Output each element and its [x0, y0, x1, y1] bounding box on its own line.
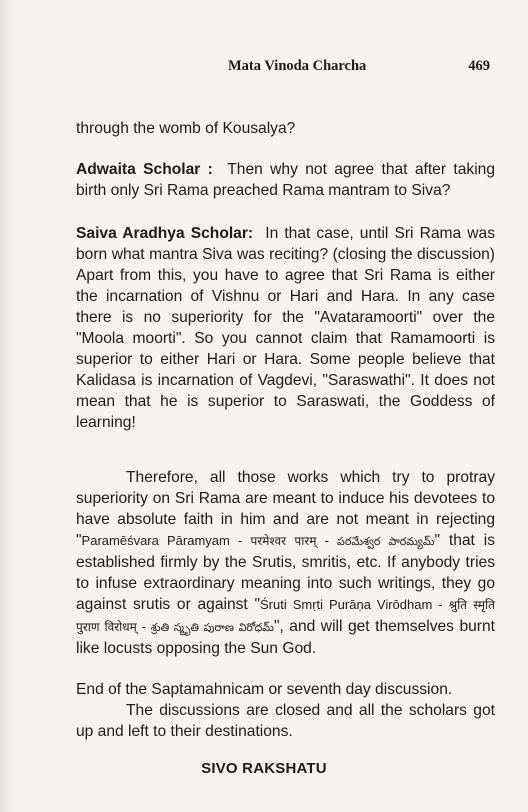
paragraph-text: End of the Saptamahnicam or seventh day discussion. [76, 681, 453, 698]
telugu-text: పరమేశ్వర పారమ్యమ్ [337, 535, 435, 548]
conclusion-paragraph: Therefore, all those works which try to protray superiority on Sri Rama are meant to induce his devotees to have absolute faith in him and are not meant in rejecting "Paramēśvara Pāramyam - परमेश्वर पारम् - పరమేశ్వర పారమ్యమ్" that is established firmly by the Srutis, smritis, etc. If anybody tries to infuse extraordinary meaning into such writings, they go against srutis or against "Śruti Smṛti Purāṇa Virōdham - श्रुति स्मृति पुराण विरोधम् - శ్రుతి స్మృతి పురాణ విరోధమ్", and will get themselves burnt like locusts opposing the Sun God. [76, 469, 496, 657]
telugu-text: శ్రుతి స్మృతి పురాణ విరోధమ్ [150, 621, 274, 634]
paragraph-text: through the womb of Kousalya? [76, 120, 296, 137]
paragraph-text: In that case, until Sri Rama was born what mantra Siva was reciting? (closing the discussion) Apart from this, you have to agree that Sri Rama is either the incarnation of Vishnu or Hari and Hara. In any case there is no superiority for the "Avataramoorti" over the "Moola moorti". So you cannot claim that Ramamoorti is superior to either Hari or Hara. Some people believe that Kalidasa is incarnation of Vagdevi, "Saraswathi". It does not mean that he is superior to Saraswati, the Goddess of learning! [76, 225, 495, 431]
paragraph-text: Then why not agree that after taking birth only Sri Rama preached Rama mantram to Siva? [76, 161, 495, 199]
transliteration: Śruti Smṛti Purāṇa Virōdham [260, 597, 433, 612]
closing-title: SIVO RAKSHATU [201, 760, 327, 777]
paragraph-text: ", and will get themselves burnt like locusts opposing the Sun God. [76, 618, 496, 657]
page-body [76, 118, 495, 742]
running-title: Mata Vinoda Charcha [228, 58, 367, 74]
saiva-scholar-paragraph [76, 223, 495, 433]
page-number: 469 [468, 58, 490, 74]
paragraph-text: The discussions are closed and all the scholars got up and left to their destinations. [76, 702, 495, 740]
paragraph-text: Therefore, all those works which try to protray superiority on Sri Rama are meant to induce his devotees to have absolute faith in him and are not meant in rejecting " [76, 469, 495, 549]
adwaita-scholar-paragraph [76, 159, 495, 201]
scan-edge [0, 0, 14, 812]
end-note [76, 679, 495, 700]
paragraph-text: " that is established firmly by the Srutis, smritis, etc. If anybody tries to infuse extraordinary meaning into such writings, they go against srutis or against " [76, 532, 495, 613]
transliteration: Paramēśvara Pāramyam [81, 533, 230, 548]
devanagari-text: श्रुति स्मृति पुराण विरोधम् [76, 598, 495, 634]
page-header [228, 58, 490, 75]
continuation-paragraph [76, 118, 495, 139]
closing-paragraph [76, 700, 495, 742]
speaker-label: Adwaita Scholar : [76, 161, 213, 178]
devanagari-text: परमेश्वर पारम् [250, 534, 317, 548]
speaker-label: Saiva Aradhya Scholar: [76, 225, 254, 242]
